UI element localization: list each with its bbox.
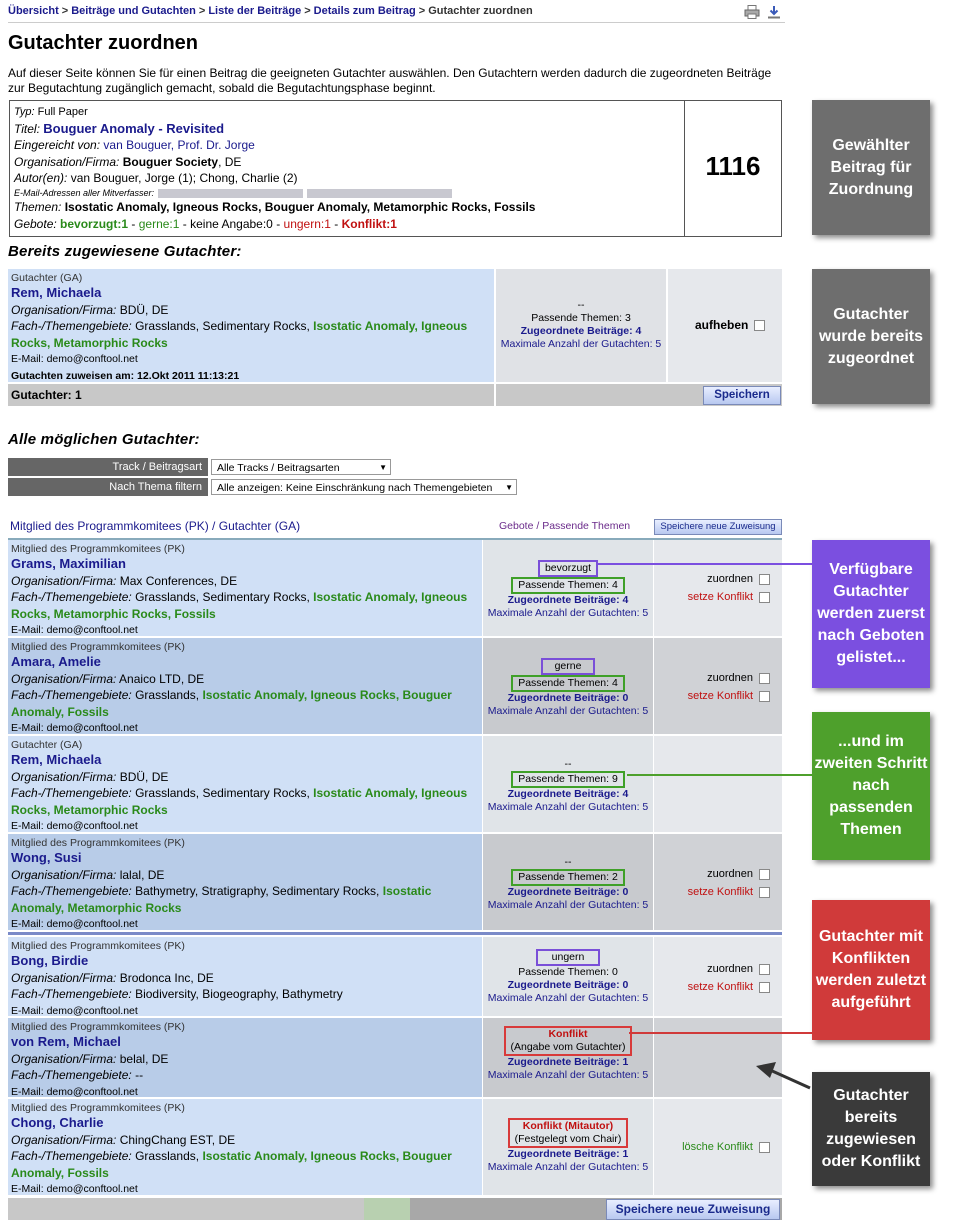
matching-topics-badge: Passende Themen: 4	[511, 577, 625, 594]
breadcrumb-link-papers-reviews[interactable]: Beiträge und Gutachten	[71, 5, 196, 17]
delete-conflict-label: lösche Konflikt	[682, 1141, 753, 1153]
matching-topics-badge: Passende Themen: 9	[511, 771, 625, 788]
reviewer-name-link[interactable]: von Rem, Michael	[11, 1034, 121, 1049]
matching-topics-badge: Passende Themen: 2	[511, 869, 625, 886]
breadcrumb-link-overview[interactable]: Übersicht	[8, 5, 59, 17]
save-new-assignment-button-top[interactable]: Speichere neue Zuweisung	[654, 519, 782, 535]
callout-sorted-by-topics: ...und im zweiten Schritt nach passenden Themen	[812, 712, 930, 860]
paper-type: Full Paper	[37, 106, 88, 118]
reviewer-name-link[interactable]: Amara, Amelie	[11, 654, 101, 669]
chevron-down-icon: ▼	[379, 463, 387, 472]
reviewer-stats: Konflikt (Mitautor) (Festgelegt vom Chair) Zugeordnete Beiträge: 1 Maximale Anzahl der Gutachten: 5	[483, 1099, 653, 1195]
col-reviewer: Mitglied des Programmkomitees (PK) / Gutachter (GA)	[10, 519, 301, 533]
breadcrumb-current: Gutachter zuordnen	[428, 5, 533, 17]
reviewer-stats: -- Passende Themen: 2 Zugeordnete Beiträge: 0 Maximale Anzahl der Gutachten: 5	[483, 834, 653, 930]
reviewer-row: Mitglied des Programmkomitees (PK) Bong, Birdie Organisation/Firma: Brodonca Inc, DE Fach-/Themengebiete: Biodiversity, Biogeography, Bathymetry E-Mail: demo@conftool.net	[8, 937, 482, 1016]
unassign-label: aufheben	[695, 318, 749, 332]
assigned-count: Gutachter: 1	[8, 384, 494, 406]
assigned-heading: Bereits zugewiesene Gutachter:	[8, 243, 242, 260]
assigned-reviewer-card: Gutachter (GA) Rem, Michaela Organisation/Firma: BDÜ, DE Fach-/Themengebiete: Grasslands, Sedimentary Rocks, Isostatic Anomaly, Igneous Rocks, Metamorphic Rocks E-Mail: demo@conftool.net Gutachten zuweisen am: 12.Okt 2011 11:13:21	[8, 269, 494, 382]
all-reviewers-heading: Alle möglichen Gutachter:	[8, 431, 200, 448]
set-conflict-label: setze Konflikt	[687, 690, 753, 702]
reviewer-stats: bevorzugt Passende Themen: 4 Zugeordnete Beiträge: 4 Maximale Anzahl der Gutachten: 5	[483, 540, 653, 636]
page-intro: Auf dieser Seite können Sie für einen Beitrag die geeigneten Gutachter auswählen. Den Gutachtern werden dadurch die zugeordneten Beiträge zur Begutachtung zugänglich gemacht, sobald die Begutachtungsphase beginnt.	[8, 66, 772, 95]
chevron-down-icon: ▼	[505, 483, 513, 492]
reviewer-name-link[interactable]: Bong, Birdie	[11, 953, 89, 968]
reviewer-name-link[interactable]: Grams, Maximilian	[11, 556, 126, 571]
reviewer-stats: Konflikt (Angabe vom Gutachter) Zugeordnete Beiträge: 1 Maximale Anzahl der Gutachten: 5	[483, 1018, 653, 1097]
breadcrumb-link-paper-details[interactable]: Details zum Beitrag	[313, 5, 416, 17]
assigned-reviewer-stats: -- Passende Themen: 3 Zugeordnete Beiträge: 4 Maximale Anzahl der Gutachten: 5	[496, 269, 666, 382]
callout-selected-paper: Gewählter Beitrag für Zuordnung	[812, 100, 930, 235]
bid-badge: bevorzugt	[538, 560, 598, 577]
reviewer-row: Gutachter (GA) Rem, Michaela Organisation/Firma: BDÜ, DE Fach-/Themengebiete: Grasslands, Sedimentary Rocks, Isostatic Anomaly, Igneous Rocks, Metamorphic Rocks E-Mail: demo@conftool.net	[8, 736, 482, 832]
reviewer-name-link[interactable]: Rem, Michaela	[11, 285, 102, 300]
reviewer-stats: ungern Passende Themen: 0 Zugeordnete Beiträge: 0 Maximale Anzahl der Gutachten: 5	[483, 937, 653, 1016]
reviewer-row: Mitglied des Programmkomitees (PK) Amara, Amelie Organisation/Firma: Anaico LTD, DE Fach-/Themengebiete: Grasslands, Isostatic Anomaly, Igneous Rocks, Bouguer Anomaly, Fossils E-Mail: demo@conftool.net	[8, 638, 482, 734]
set-conflict-label: setze Konflikt	[687, 591, 753, 603]
paper-details: Typ: Full Paper Titel: Bouguer Anomaly - Revisited Eingereicht von: van Bouguer, Prof. Dr. Jorge Organisation/Firma: Bouguer Society, DE Autor(en): van Bouguer, Jorge (1); Chong, Charlie (2) E-Mail-Adressen aller Mitverfasser: Themen: Isostatic Anomaly, Igneous Rocks, Bouguer Anomaly, Metamorphic Rocks, Fossils Gebote: bevorzugt:1 - gerne:1 - keine Angabe:0 - ungern:1 - Konflikt:1	[14, 106, 536, 231]
reviewer-stats: -- Passende Themen: 9 Zugeordnete Beiträge: 4 Maximale Anzahl der Gutachten: 5	[483, 736, 653, 832]
paper-submitter-link[interactable]: van Bouguer, Prof. Dr. Jorge	[103, 138, 255, 153]
matching-topics-badge: Passende Themen: 4	[511, 675, 625, 692]
set-conflict-label: setze Konflikt	[687, 886, 753, 898]
reviewer-row: Mitglied des Programmkomitees (PK) Grams, Maximilian Organisation/Firma: Max Conferences, DE Fach-/Themengebiete: Grasslands, Sedimentary Rocks, Isostatic Anomaly, Igneous Rocks, Metamorphic Rocks, Fossils E-Mail: demo@conftool.net	[8, 540, 482, 636]
assign-label: zuordnen	[707, 868, 753, 880]
assign-label: zuordnen	[707, 672, 753, 684]
assign-label: zuordnen	[707, 573, 753, 585]
callout-assigned-or-conflict: Gutachter bereits zugewiesen oder Konflikt	[812, 1072, 930, 1186]
reviewer-row: Mitglied des Programmkomitees (PK) Chong, Charlie Organisation/Firma: ChingChang EST, DE Fach-/Themengebiete: Grasslands, Isostatic Anomaly, Igneous Rocks, Bouguer Anomaly, Fossils E-Mail: demo@conftool.net	[8, 1099, 482, 1195]
reviewer-row: Mitglied des Programmkomitees (PK) von Rem, Michael Organisation/Firma: belal, DE Fach-/Themengebiete: -- E-Mail: demo@conftool.net	[8, 1018, 482, 1097]
reviewer-stats: gerne Passende Themen: 4 Zugeordnete Beiträge: 0 Maximale Anzahl der Gutachten: 5	[483, 638, 653, 734]
paper-title-link[interactable]: Bouguer Anomaly - Revisited	[43, 120, 225, 136]
callout-already-assigned: Gutachter wurde bereits zugeordnet	[812, 269, 930, 404]
paper-number: 1116	[705, 151, 761, 181]
assign-label: zuordnen	[707, 963, 753, 975]
callout-conflicts-last: Gutachter mit Konflikten werden zuletzt aufgeführt	[812, 900, 930, 1040]
conflict-badge: Konflikt (Angabe vom Gutachter)	[504, 1026, 633, 1056]
bid-badge: gerne	[541, 658, 596, 675]
callout-sorted-by-bids: Verfügbare Gutachter werden zuerst nach Geboten gelistet...	[812, 540, 930, 688]
paper-authors: van Bouguer, Jorge (1); Chong, Charlie (2)	[70, 171, 298, 186]
reviewer-name-link[interactable]: Chong, Charlie	[11, 1115, 104, 1130]
filter-track-label: Track / Beitragsart	[8, 458, 208, 476]
reviewer-name-link[interactable]: Rem, Michaela	[11, 752, 102, 767]
reviewer-row: Mitglied des Programmkomitees (PK) Wong, Susi Organisation/Firma: lalal, DE Fach-/Themengebiete: Bathymetry, Stratigraphy, Sedimentary Rocks, Isostatic Anomaly, Metamorphic Rocks E-Mail: demo@conftool.net	[8, 834, 482, 930]
breadcrumb-link-paper-list[interactable]: Liste der Beiträge	[208, 5, 302, 17]
filter-topic-select[interactable]: Alle anzeigen: Keine Einschränkung nach Themengebieten ▼	[211, 479, 517, 495]
save-button[interactable]: Speichern	[703, 386, 781, 405]
bid-badge: ungern	[536, 949, 601, 966]
save-new-assignment-button[interactable]: Speichere neue Zuweisung	[606, 1199, 780, 1220]
col-bids: Gebote / Passende Themen	[499, 520, 631, 532]
reviewer-name-link[interactable]: Wong, Susi	[11, 850, 82, 865]
filter-topic-label: Nach Thema filtern	[8, 478, 208, 496]
conflict-badge: Konflikt (Mitautor) (Festgelegt vom Chair)	[508, 1118, 629, 1148]
breadcrumb: Übersicht > Beiträge und Gutachten > Liste der Beiträge > Details zum Beitrag > Gutachter zuordnen	[8, 0, 785, 23]
filter-track-select[interactable]: Alle Tracks / Beitragsarten ▼	[211, 459, 391, 475]
paper-org: Bouguer Society	[122, 154, 219, 169]
paper-topics: Isostatic Anomaly, Igneous Rocks, Bouguer Anomaly, Metamorphic Rocks, Fossils	[64, 199, 536, 214]
set-conflict-label: setze Konflikt	[687, 981, 753, 993]
page-title: Gutachter zuordnen	[8, 32, 199, 54]
